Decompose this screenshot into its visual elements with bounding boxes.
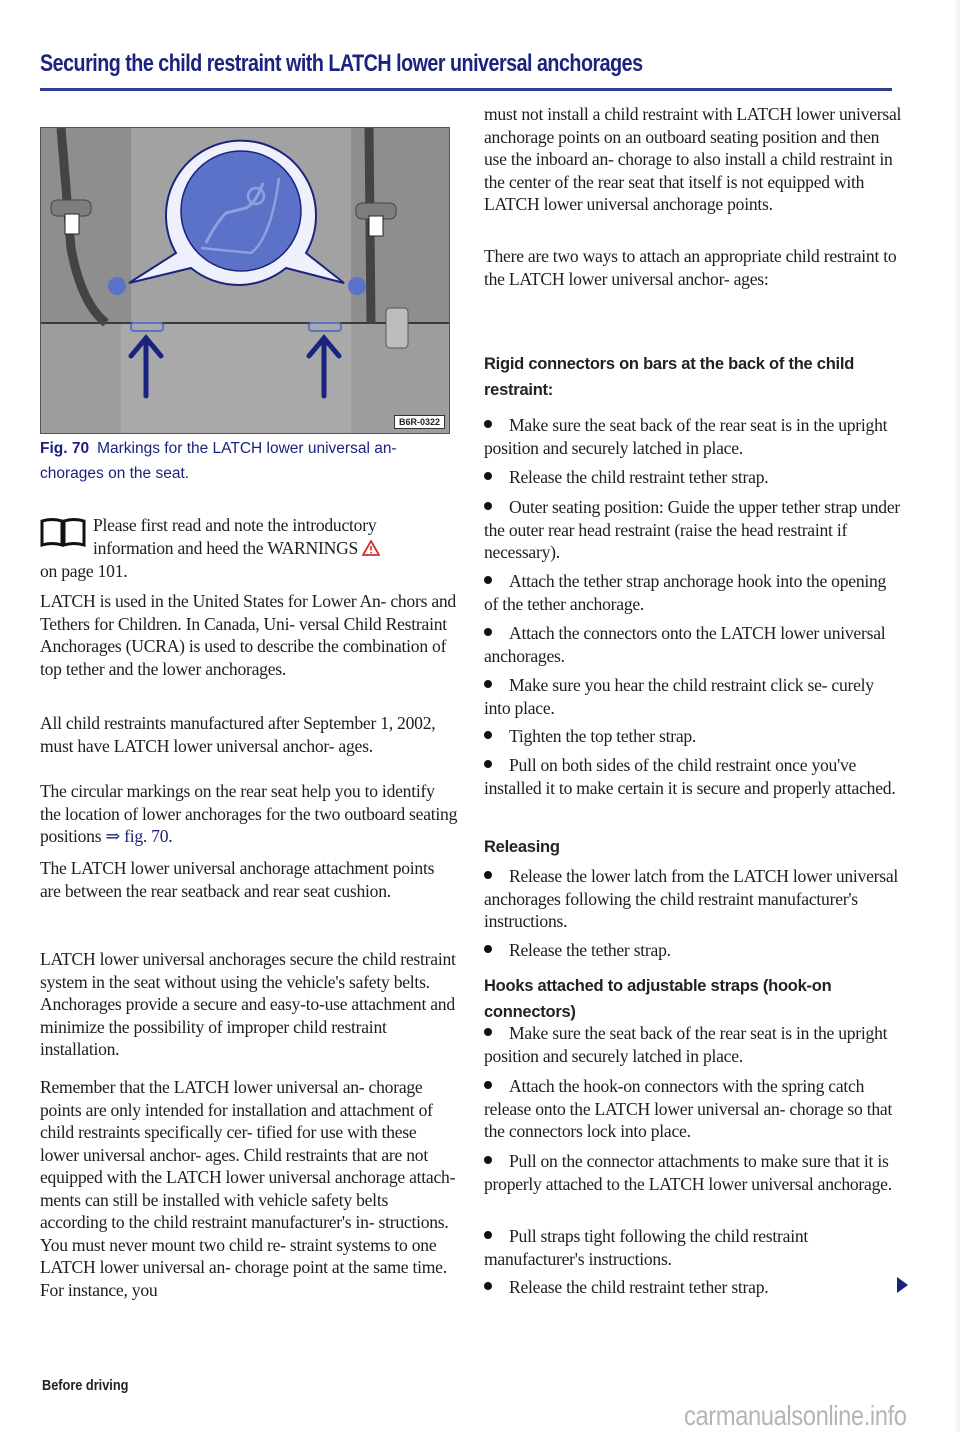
bullet-text: Release the tether strap.: [509, 940, 671, 960]
paragraph-manufactured-after: All child restraints manufactured after September 1, 2002, must have LATCH lower universal anchor- ages.: [40, 713, 436, 756]
bullet-dot-icon: [484, 760, 492, 768]
bullet-item: [484, 570, 902, 615]
bullet-text: Attach the connectors onto the LATCH lower universal anchorages.: [484, 623, 886, 666]
paragraph-attachment-points: The LATCH lower universal anchorage attachment points are between the rear seatback and rear seat cushion.: [40, 858, 435, 901]
bullet-dot-icon: [484, 731, 492, 739]
bullet-text: Attach the hook-on connectors with the spring catch release onto the LATCH lower universal an- chorage so that the connectors lock into place.: [484, 1076, 893, 1141]
bullet-item: [484, 865, 902, 933]
bullet-dot-icon: [484, 576, 492, 584]
bullet-text: Make sure the seat back of the rear seat is in the upright position and securely latched in place.: [484, 1023, 888, 1066]
paragraph-latch-definition: LATCH is used in the United States for Lower An- chors and Tethers for Children. In Canada, Uni- versal Child Restraint Anchorages (UCRA) is used to describe the combination of top tether and the lower anchorages.: [40, 591, 456, 679]
bullet-dot-icon: [484, 945, 492, 953]
book-icon: [40, 517, 86, 547]
bullet-text: Make sure you hear the child restraint click se- curely into place.: [484, 675, 874, 718]
heading-releasing: Releasing: [484, 838, 560, 856]
bullet-item: [484, 1075, 902, 1143]
bullet-dot-icon: [484, 1282, 492, 1290]
bullet-item: [484, 674, 902, 719]
bullet-item: [484, 1276, 902, 1299]
heading-hook-on-connectors: Hooks attached to adjustable straps (hook-on connectors): [484, 977, 832, 1021]
note-line-3: on page 101.: [40, 561, 128, 581]
bullet-dot-icon: [484, 1231, 492, 1239]
bullet-item: [484, 414, 902, 459]
bullet-item: [484, 939, 902, 962]
footer-section-title: Before driving: [42, 1377, 129, 1394]
bullet-text: Pull straps tight following the child restraint manufacturer's instructions.: [484, 1226, 809, 1269]
continue-arrow-icon: [897, 1277, 908, 1293]
bullet-dot-icon: [484, 1081, 492, 1089]
bullet-text: Make sure the seat back of the rear seat is in the upright position and securely latched in place.: [484, 415, 888, 458]
bullet-text: Pull on both sides of the child restraint once you've installed it to make certain it is secure and properly attached.: [484, 755, 896, 798]
figure-70-image: [40, 127, 450, 434]
bullet-dot-icon: [484, 680, 492, 688]
bullet-item: [484, 466, 902, 489]
figure-label: Fig. 70: [40, 440, 90, 457]
title-rule: [40, 88, 892, 91]
bullet-dot-icon: [484, 1028, 492, 1036]
page-title: Securing the child restraint with LATCH lower universal anchorages: [40, 50, 643, 77]
bullet-dot-icon: [484, 1156, 492, 1164]
fig-70-link[interactable]: ⇒ fig. 70: [105, 826, 169, 846]
bullet-item: [484, 496, 902, 564]
period: .: [168, 826, 173, 846]
figure-caption-text: Markings for the LATCH lower universal an-chorages on the seat.: [40, 440, 397, 482]
bullet-item: [484, 754, 902, 799]
paragraph-must-not-install: must not install a child restraint with LATCH lower universal anchorage points on an outboard seating position and then use the inboard an- chorage to also install a child restraint in the center of the rear seat that itself is not equipped with LATCH lower universal anchorage points.: [484, 104, 902, 214]
note-line-1: Please first read and note the introductory: [93, 515, 377, 535]
bullet-dot-icon: [484, 628, 492, 636]
bullet-text: Tighten the top tether strap.: [509, 726, 697, 746]
heading-rigid-connectors: Rigid connectors on bars at the back of the child restraint:: [484, 355, 855, 399]
note-line-2: [93, 537, 463, 560]
paragraph-circular-markings-text: The circular markings on the rear seat help you to identify the location of lower anchorages for the two outboard seating positions: [40, 781, 458, 846]
bullet-dot-icon: [484, 472, 492, 480]
bullet-item: [484, 725, 902, 748]
bullet-dot-icon: [484, 871, 492, 879]
bullet-dot-icon: [484, 420, 492, 428]
paragraph-anchorages-secure: LATCH lower universal anchorages secure the child restraint system in the seat without using the vehicle's safety belts. Anchorages provide a secure and easy-to-use attachment and minimize the possibility of improper child restraint installation.: [40, 949, 456, 1059]
figure-caption: [40, 436, 458, 486]
bullet-text: Attach the tether strap anchorage hook into the opening of the tether anchorage.: [484, 571, 887, 614]
bullet-item: [484, 1150, 902, 1195]
warning-triangle-icon: [362, 540, 380, 556]
seat-illustration: [41, 128, 449, 433]
note-warnings-text: information and heed the WARNINGS: [93, 538, 359, 558]
bullet-text: Release the lower latch from the LATCH lower universal anchorages following the child restraint manufacturer's instructions.: [484, 866, 899, 931]
bullet-text: Release the child restraint tether strap.: [509, 1277, 769, 1297]
bullet-text: Outer seating position: Guide the upper tether strap under the outer rear head restraint (raise the head restraint if necessary).: [484, 497, 901, 562]
bullet-text: Release the child restraint tether strap.: [509, 467, 769, 487]
bullet-text: Pull on the connector attachments to make sure that it is properly attached to the LATCH lower universal anchorage.: [484, 1151, 892, 1194]
watermark: carmanualsonline.info: [684, 1400, 907, 1431]
bullet-item: [484, 622, 902, 667]
bullet-item: [484, 1225, 902, 1270]
page-edge: [954, 0, 960, 1432]
bullet-item: [484, 1022, 902, 1067]
paragraph-two-ways: There are two ways to attach an appropriate child restraint to the LATCH lower universal anchor- ages:: [484, 246, 897, 289]
bullet-dot-icon: [484, 502, 492, 510]
paragraph-circular-markings: [40, 780, 458, 848]
figure-code: B6R-0322: [394, 415, 445, 429]
paragraph-remember: Remember that the LATCH lower universal an- chorage points are only intended for installation and attachment of child restraints specifically cer- tified for use with these lower universal anchor- ages. Child restraints that are not equipped with the LATCH lower universal anchorage attach- ments can still be installed with vehicle safety belts according to the child restraint manufacturer's in- structions. You must never mount two child re- straint systems to one LATCH lower universal an- chorage point at the same time. For instance, you: [40, 1077, 456, 1300]
